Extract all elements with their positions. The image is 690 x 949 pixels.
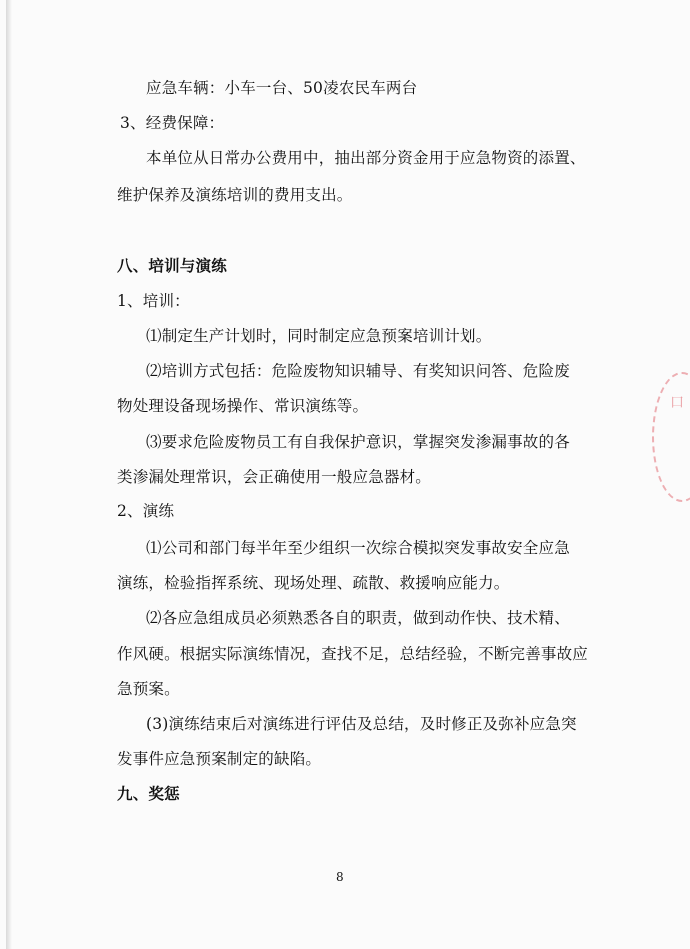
section-heading-training-drills: 八、培训与演练 [117,256,227,275]
red-seal-stamp-char: 口 [670,395,684,411]
text-line-drill-item-2b: 作风硬。根据实际演练情况，查找不足，总结经验，不断完善事故应 [117,645,589,663]
text-line-funding-heading: 3、经费保障： [120,114,225,132]
text-line-training-item-2a: ⑵培训方式包括：危险废物知识辅导、有奖知识问答、危险废 [146,362,570,380]
text-line-training-item-1: ⑴制定生产计划时，同时制定应急预案培训计划。 [146,327,492,345]
section-heading-rewards-penalties: 九、奖惩 [117,784,180,803]
text-line-drill-heading: 2、演练 [117,502,175,520]
text-line-drill-item-3a: (3)演练结束后对演练进行评估及总结，及时修正及弥补应急突 [146,715,577,733]
text-line-emergency-vehicles: 应急车辆：小车一台、50凌农民车两台 [146,79,418,97]
text-line-drill-item-2a: ⑵各应急组成员必须熟悉各自的职责，做到动作快、技术精、 [146,609,570,627]
text-line-funding-body-1: 本单位从日常办公费用中，抽出部分资金用于应急物资的添置、 [146,149,586,167]
text-line-training-item-3a: ⑶要求危险废物员工有自我保护意识，掌握突发渗漏事故的各 [146,433,570,451]
text-line-drill-item-2c: 急预案。 [117,680,180,698]
text-line-funding-body-2: 维护保养及演练培训的费用支出。 [117,186,353,204]
scan-edge-shadow [6,0,12,949]
page-number: 8 [336,870,344,884]
text-line-drill-item-1a: ⑴公司和部门每半年至少组织一次综合模拟突发事故安全应急 [146,539,570,557]
text-line-training-item-2b: 物处理设备现场操作、常识演练等。 [117,397,369,415]
text-line-training-heading: 1、培训： [117,292,190,310]
text-line-drill-item-3b: 发事件应急预案制定的缺陷。 [117,750,322,768]
text-line-drill-item-1b: 演练，检验指挥系统、现场处理、疏散、救援响应能力。 [117,574,510,592]
text-line-training-item-3b: 类渗漏处理常识，会正确使用一般应急器材。 [117,468,432,486]
